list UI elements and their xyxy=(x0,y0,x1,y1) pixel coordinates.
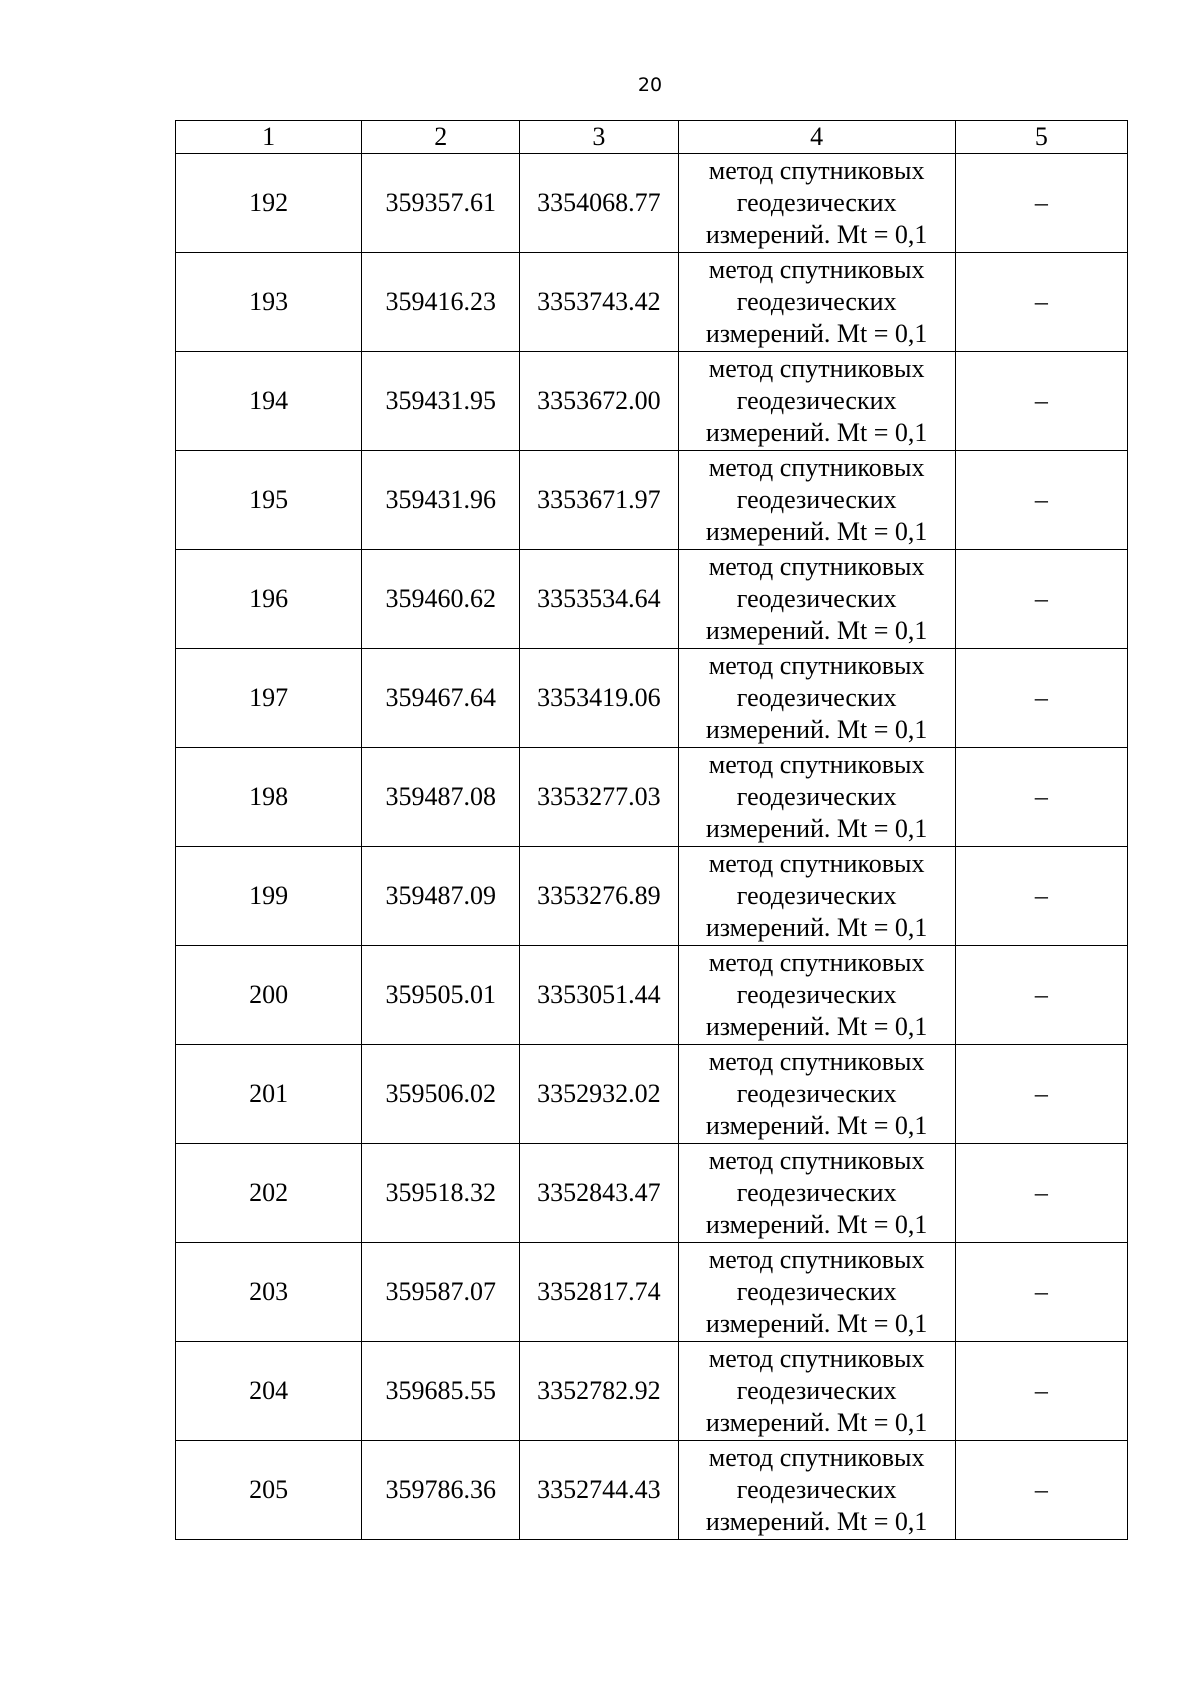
method-cell xyxy=(678,154,955,253)
method-cell xyxy=(678,1342,955,1441)
column-header-2: 2 xyxy=(362,121,520,154)
table-row xyxy=(176,1441,1128,1540)
method-line: измерений. Mt = 0,1 xyxy=(705,913,928,942)
method-line: измерений. Mt = 0,1 xyxy=(705,1507,928,1536)
y-coordinate-cell: 3352744.43 xyxy=(520,1441,678,1540)
x-coordinate-cell: 359487.09 xyxy=(362,847,520,946)
note-cell: – xyxy=(955,1045,1127,1144)
method-line: измерений. Mt = 0,1 xyxy=(705,319,928,348)
note-cell: – xyxy=(955,649,1127,748)
y-coordinate-cell: 3353276.89 xyxy=(520,847,678,946)
point-number-cell: 205 xyxy=(176,1441,362,1540)
x-coordinate-cell: 359416.23 xyxy=(362,253,520,352)
table-row xyxy=(176,946,1128,1045)
x-coordinate-cell: 359467.64 xyxy=(362,649,520,748)
x-coordinate-cell: 359685.55 xyxy=(362,1342,520,1441)
method-line: метод спутниковых xyxy=(708,1443,925,1472)
method-line: измерений. Mt = 0,1 xyxy=(705,1012,928,1041)
note-cell: – xyxy=(955,748,1127,847)
note-cell: – xyxy=(955,451,1127,550)
method-line: геодезических xyxy=(736,782,897,811)
note-cell: – xyxy=(955,1441,1127,1540)
table-row xyxy=(176,550,1128,649)
method-line: измерений. Mt = 0,1 xyxy=(705,1210,928,1239)
y-coordinate-cell: 3352843.47 xyxy=(520,1144,678,1243)
coordinates-table xyxy=(175,120,1128,1540)
y-coordinate-cell: 3352782.92 xyxy=(520,1342,678,1441)
note-cell: – xyxy=(955,1342,1127,1441)
method-line: измерений. Mt = 0,1 xyxy=(705,814,928,843)
method-cell xyxy=(678,253,955,352)
note-cell: – xyxy=(955,253,1127,352)
method-line: измерений. Mt = 0,1 xyxy=(705,517,928,546)
y-coordinate-cell: 3352817.74 xyxy=(520,1243,678,1342)
method-line: метод спутниковых xyxy=(708,255,925,284)
method-line: метод спутниковых xyxy=(708,948,925,977)
method-line: метод спутниковых xyxy=(708,552,925,581)
method-cell xyxy=(678,847,955,946)
y-coordinate-cell: 3353672.00 xyxy=(520,352,678,451)
x-coordinate-cell: 359587.07 xyxy=(362,1243,520,1342)
table-row xyxy=(176,1243,1128,1342)
x-coordinate-cell: 359431.96 xyxy=(362,451,520,550)
point-number-cell: 204 xyxy=(176,1342,362,1441)
method-cell xyxy=(678,748,955,847)
method-line: геодезических xyxy=(736,1079,897,1108)
column-header-4: 4 xyxy=(678,121,955,154)
table-row xyxy=(176,649,1128,748)
method-line: геодезических xyxy=(736,980,897,1009)
point-number-cell: 195 xyxy=(176,451,362,550)
method-line: измерений. Mt = 0,1 xyxy=(705,616,928,645)
table-row xyxy=(176,253,1128,352)
point-number-cell: 197 xyxy=(176,649,362,748)
x-coordinate-cell: 359487.08 xyxy=(362,748,520,847)
method-line: метод спутниковых xyxy=(708,354,925,383)
method-line: геодезических xyxy=(736,188,897,217)
point-number-cell: 202 xyxy=(176,1144,362,1243)
y-coordinate-cell: 3353051.44 xyxy=(520,946,678,1045)
method-line: геодезических xyxy=(736,1277,897,1306)
method-line: геодезических xyxy=(736,1475,897,1504)
y-coordinate-cell: 3353534.64 xyxy=(520,550,678,649)
page-number: 20 xyxy=(637,74,663,96)
note-cell: – xyxy=(955,154,1127,253)
y-coordinate-cell: 3353671.97 xyxy=(520,451,678,550)
y-coordinate-cell: 3354068.77 xyxy=(520,154,678,253)
method-line: измерений. Mt = 0,1 xyxy=(705,715,928,744)
method-line: геодезических xyxy=(736,881,897,910)
point-number-cell: 200 xyxy=(176,946,362,1045)
note-cell: – xyxy=(955,352,1127,451)
method-cell xyxy=(678,946,955,1045)
y-coordinate-cell: 3353743.42 xyxy=(520,253,678,352)
method-line: геодезических xyxy=(736,584,897,613)
method-line: геодезических xyxy=(736,1376,897,1405)
method-line: геодезических xyxy=(736,386,897,415)
table-row xyxy=(176,1045,1128,1144)
method-line: измерений. Mt = 0,1 xyxy=(705,220,928,249)
table-header-row xyxy=(176,121,1128,154)
method-line: метод спутниковых xyxy=(708,1047,925,1076)
column-header-1: 1 xyxy=(176,121,362,154)
point-number-cell: 192 xyxy=(176,154,362,253)
method-line: метод спутниковых xyxy=(708,156,925,185)
method-line: метод спутниковых xyxy=(708,1146,925,1175)
table-row xyxy=(176,847,1128,946)
method-line: измерений. Mt = 0,1 xyxy=(705,1309,928,1338)
method-cell xyxy=(678,649,955,748)
method-line: метод спутниковых xyxy=(708,453,925,482)
y-coordinate-cell: 3353277.03 xyxy=(520,748,678,847)
point-number-cell: 199 xyxy=(176,847,362,946)
method-line: геодезических xyxy=(736,683,897,712)
table-row xyxy=(176,154,1128,253)
x-coordinate-cell: 359506.02 xyxy=(362,1045,520,1144)
method-cell xyxy=(678,352,955,451)
x-coordinate-cell: 359357.61 xyxy=(362,154,520,253)
note-cell: – xyxy=(955,550,1127,649)
method-cell xyxy=(678,550,955,649)
point-number-cell: 193 xyxy=(176,253,362,352)
point-number-cell: 194 xyxy=(176,352,362,451)
table-row xyxy=(176,352,1128,451)
column-header-5: 5 xyxy=(955,121,1127,154)
note-cell: – xyxy=(955,946,1127,1045)
x-coordinate-cell: 359786.36 xyxy=(362,1441,520,1540)
table-row xyxy=(176,748,1128,847)
table-body xyxy=(176,154,1128,1540)
method-cell xyxy=(678,451,955,550)
method-line: геодезических xyxy=(736,1178,897,1207)
table-row xyxy=(176,1342,1128,1441)
method-line: метод спутниковых xyxy=(708,1344,925,1373)
column-header-3: 3 xyxy=(520,121,678,154)
method-line: измерений. Mt = 0,1 xyxy=(705,1408,928,1437)
method-line: геодезических xyxy=(736,287,897,316)
method-cell xyxy=(678,1243,955,1342)
method-line: измерений. Mt = 0,1 xyxy=(705,418,928,447)
x-coordinate-cell: 359505.01 xyxy=(362,946,520,1045)
point-number-cell: 198 xyxy=(176,748,362,847)
method-cell xyxy=(678,1144,955,1243)
note-cell: – xyxy=(955,1144,1127,1243)
method-cell xyxy=(678,1045,955,1144)
x-coordinate-cell: 359431.95 xyxy=(362,352,520,451)
method-line: геодезических xyxy=(736,485,897,514)
point-number-cell: 201 xyxy=(176,1045,362,1144)
point-number-cell: 203 xyxy=(176,1243,362,1342)
table-row xyxy=(176,1144,1128,1243)
method-line: метод спутниковых xyxy=(708,849,925,878)
note-cell: – xyxy=(955,1243,1127,1342)
method-line: метод спутниковых xyxy=(708,750,925,779)
point-number-cell: 196 xyxy=(176,550,362,649)
method-line: метод спутниковых xyxy=(708,651,925,680)
method-line: измерений. Mt = 0,1 xyxy=(705,1111,928,1140)
note-cell: – xyxy=(955,847,1127,946)
table-row xyxy=(176,451,1128,550)
y-coordinate-cell: 3352932.02 xyxy=(520,1045,678,1144)
y-coordinate-cell: 3353419.06 xyxy=(520,649,678,748)
method-line: метод спутниковых xyxy=(708,1245,925,1274)
x-coordinate-cell: 359460.62 xyxy=(362,550,520,649)
method-cell xyxy=(678,1441,955,1540)
x-coordinate-cell: 359518.32 xyxy=(362,1144,520,1243)
